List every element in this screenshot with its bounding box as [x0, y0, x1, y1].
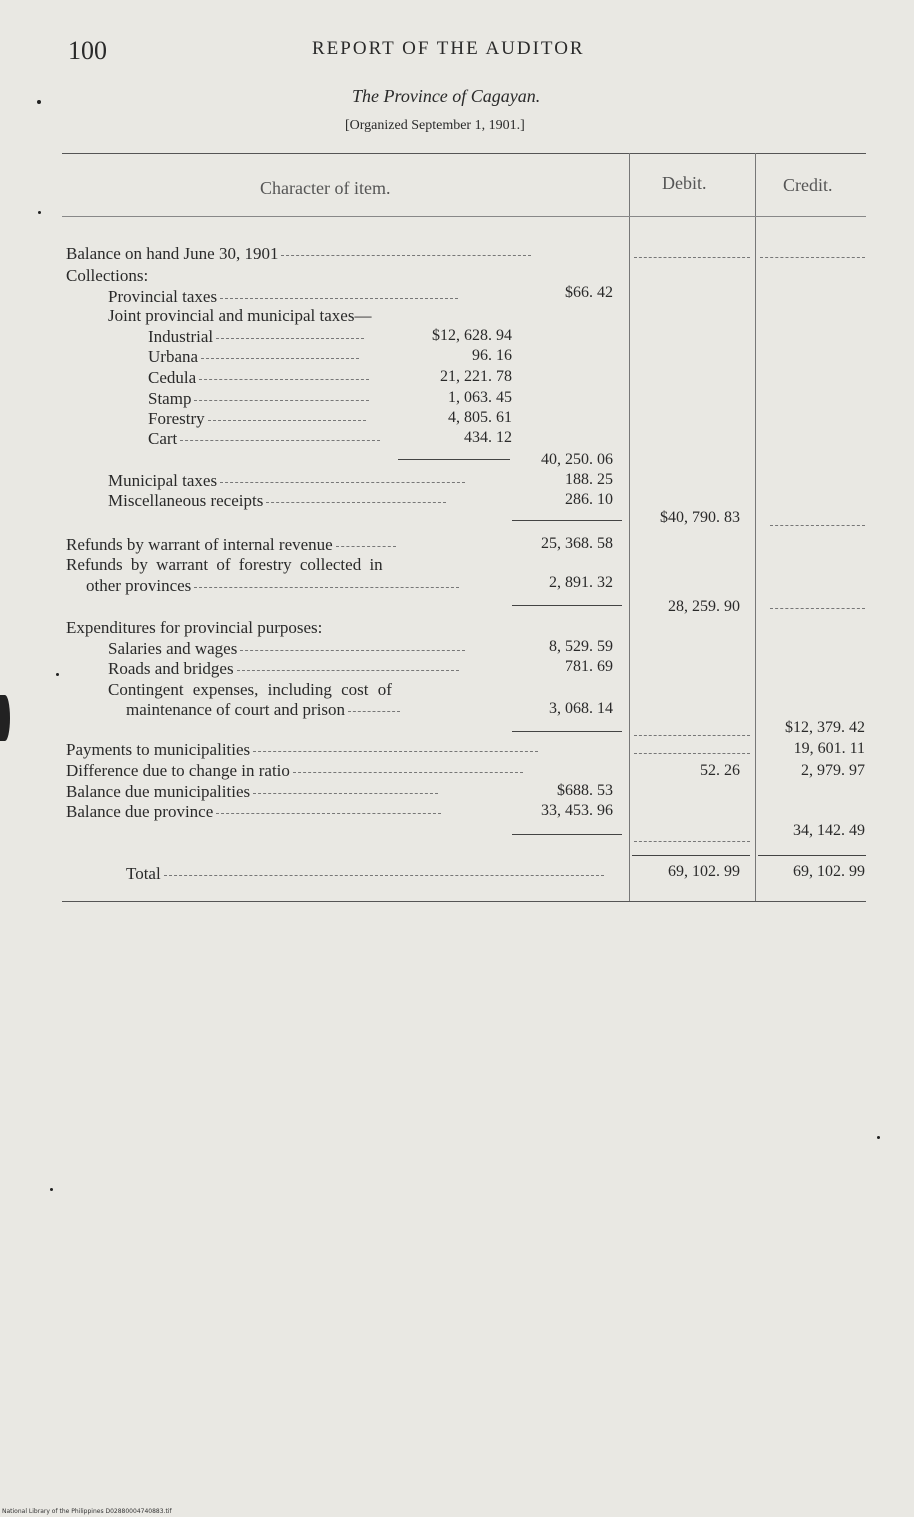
row-payments-municipalities: Payments to municipalities [66, 740, 538, 760]
balances-total-rule [512, 834, 622, 835]
row-forestry: Forestry [148, 409, 366, 429]
table-bottom-rule [62, 901, 866, 902]
province-title: The Province of Cagayan. [352, 86, 541, 106]
amount-misc-receipts: 286. 10 [565, 491, 613, 508]
leader-dots [201, 358, 359, 359]
collections-total-rule [512, 520, 622, 521]
credit-total: 69, 102. 99 [793, 863, 865, 880]
running-head: REPORT OF THE AUDITOR [312, 38, 585, 59]
row-industrial: Industrial [148, 327, 364, 347]
leader-dots [253, 751, 538, 752]
leader-dots [336, 546, 396, 547]
amount-balance-due-province: 33, 453. 96 [541, 802, 613, 819]
organized-date: [Organized September 1, 1901.] [345, 118, 525, 133]
row-difference-ratio: Difference due to change in ratio [66, 761, 523, 781]
column-divider-credit [755, 153, 756, 901]
leader-dots [266, 502, 446, 503]
debit-refunds-total: 28, 259. 90 [668, 598, 740, 615]
row-refunds-internal-revenue: Refunds by warrant of internal revenue [66, 535, 396, 555]
credit-total-rule [758, 855, 866, 856]
row-contingent: Contingent expenses, including cost of [108, 680, 392, 699]
row-municipal-taxes: Municipal taxes [108, 471, 465, 491]
amount-roads: 781. 69 [565, 658, 613, 675]
leader-dots [164, 875, 604, 876]
row-refunds-forestry-cont: other provinces [86, 576, 459, 596]
header-bottom-rule [62, 216, 866, 217]
leader-dots [281, 255, 531, 256]
amount-industrial: $12, 628. 94 [432, 327, 512, 344]
leader-dots [220, 482, 465, 483]
amount-contingent: 3, 068. 14 [549, 700, 613, 717]
scan-footer: National Library of the Philippines D02880004740883.tif [2, 1508, 172, 1515]
header-credit: Credit. [783, 175, 833, 195]
credit-payments-municipalities: 19, 601. 11 [793, 740, 865, 757]
leader-dots [253, 793, 438, 794]
credit-dots-balance [760, 256, 865, 258]
row-total: Total [126, 864, 604, 884]
row-balance-on-hand: Balance on hand June 30, 1901 [66, 244, 531, 264]
leader-dots [216, 813, 441, 814]
row-stamp: Stamp [148, 389, 369, 409]
leader-dots [208, 420, 366, 421]
sub-total-rule [398, 459, 510, 460]
row-urbana: Urbana [148, 347, 359, 367]
row-contingent-cont: maintenance of court and prison [126, 700, 400, 720]
amount-cart: 434. 12 [464, 429, 512, 446]
leader-dots [216, 338, 364, 339]
amount-cedula: 21, 221. 78 [440, 368, 512, 385]
debit-total-rule [632, 855, 750, 856]
row-cedula: Cedula [148, 368, 369, 388]
row-collections: Collections: [66, 266, 149, 285]
amount-forestry: 4, 805. 61 [448, 409, 512, 426]
debit-difference-ratio: 52. 26 [700, 762, 740, 779]
page-number: 100 [68, 36, 107, 65]
debit-collections-total: $40, 790. 83 [660, 509, 740, 526]
scan-speck [877, 1136, 880, 1139]
leader-dots [194, 587, 459, 588]
credit-dots-collections [770, 524, 865, 526]
credit-difference-ratio: 2, 979. 97 [801, 762, 865, 779]
amount-municipal-taxes: 188. 25 [565, 471, 613, 488]
leader-dots [194, 400, 369, 401]
leader-dots [240, 650, 465, 651]
leader-dots [180, 440, 380, 441]
debit-dots-balances [634, 840, 750, 842]
row-refunds-forestry: Refunds by warrant of forestry collected in [66, 555, 383, 574]
leader-dots [348, 711, 400, 712]
leader-dots [199, 379, 369, 380]
amount-salaries: 8, 529. 59 [549, 638, 613, 655]
amount-refunds-ir: 25, 368. 58 [541, 535, 613, 552]
debit-dots-expenditures [634, 734, 750, 736]
amount-joint-total: 40, 250. 06 [541, 451, 613, 468]
row-expenditures: Expenditures for provincial purposes: [66, 618, 323, 637]
amount-refunds-forestry: 2, 891. 32 [549, 574, 613, 591]
scan-speck [56, 673, 59, 676]
leader-dots [293, 772, 523, 773]
amount-urbana: 96. 16 [472, 347, 512, 364]
amount-provincial-taxes: $66. 42 [565, 284, 613, 301]
scan-speck [37, 100, 41, 104]
row-balance-due-province: Balance due province [66, 802, 441, 822]
amount-balance-due-municipalities: $688. 53 [557, 782, 613, 799]
row-balance-due-municipalities: Balance due municipalities [66, 782, 438, 802]
row-cart: Cart [148, 429, 380, 449]
credit-dots-refunds [770, 607, 865, 609]
scan-speck [50, 1188, 53, 1191]
row-salaries: Salaries and wages [108, 639, 465, 659]
debit-dots-payments [634, 752, 750, 754]
row-misc-receipts: Miscellaneous receipts [108, 491, 446, 511]
credit-balances-total: 34, 142. 49 [793, 822, 865, 839]
row-roads: Roads and bridges [108, 659, 459, 679]
leader-dots [220, 298, 458, 299]
debit-total: 69, 102. 99 [668, 863, 740, 880]
amount-stamp: 1, 063. 45 [448, 389, 512, 406]
debit-dots-balance [634, 256, 750, 258]
scan-speck [38, 211, 41, 214]
credit-expenditures-total: $12, 379. 42 [785, 719, 865, 736]
refunds-total-rule [512, 605, 622, 606]
column-divider-debit [629, 153, 630, 901]
table-top-rule [62, 153, 866, 154]
row-joint-taxes: Joint provincial and municipal taxes— [108, 306, 372, 325]
header-debit: Debit. [662, 173, 707, 193]
leader-dots [237, 670, 459, 671]
header-item: Character of item. [260, 178, 391, 198]
row-provincial-taxes: Provincial taxes [108, 287, 458, 307]
scan-speck [0, 695, 10, 741]
expenditures-total-rule [512, 731, 622, 732]
